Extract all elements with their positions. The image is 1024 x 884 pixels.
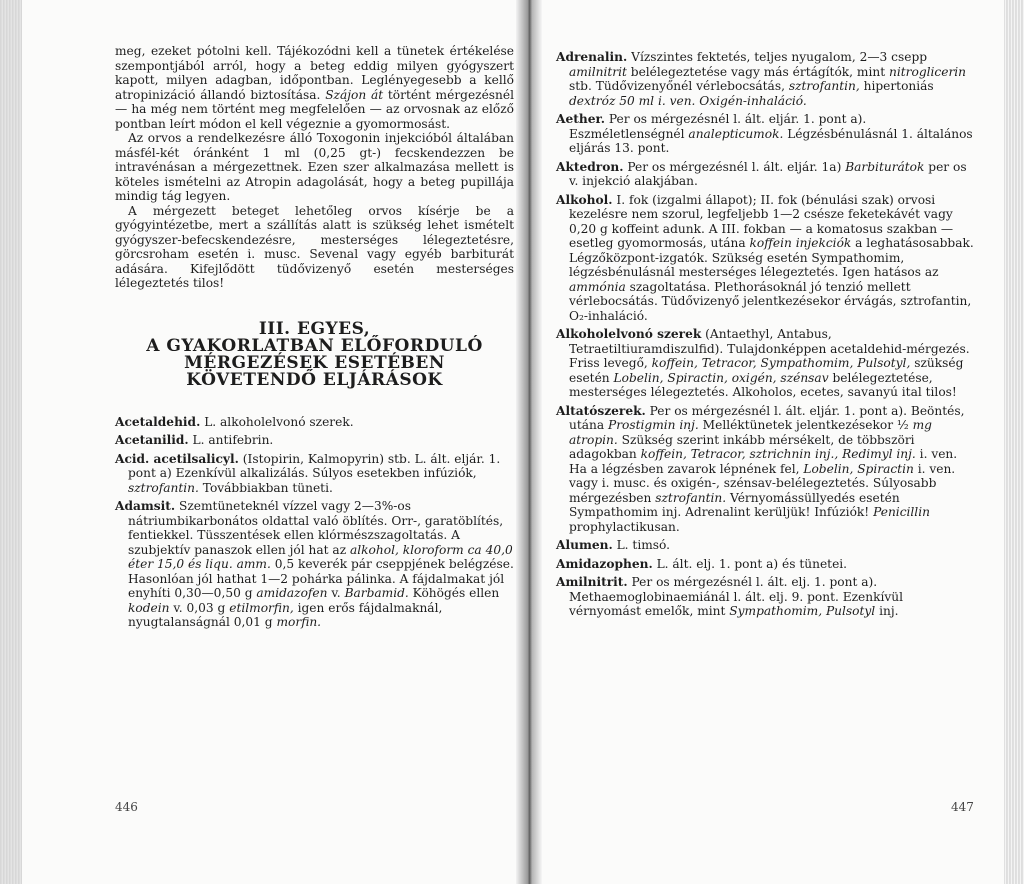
dictionary-entry: Alumen. L. timsó. [556,538,671,552]
dictionary-entry: Altatószerek. Per os mérgezésnél l. ált. eljár. 1. pont a). Beöntés, utána Prostigmin inj. Melléktünetek jelentkezésekor ½ mg atropin. Szükség szerint inkább mérsékelt, de többszöri adagokban koffein, Tetracor, sztrichnin inj., Redimyl inj. i. ven. Ha a légzésben zavarok lépnének fel, Lobelin, Spiractin i. ven. vagy i. musc. és oxigén-, szénsav-belélegeztetés. Súlyosabb mérgezésben sztrofantin. Vérnyomássüllyedés esetén Sympathomim inj. Adrenalint kerüljük! Infúziók! Penicillin prophylactikusan. [556,403,965,534]
dictionary-entry: Alkohol. I. fok (izgalmi állapot); II. fok (bénulási szak) orvosi kezelésre nem szorul, legfeljebb 1—2 csésze feketekávét vagy 0,20 g koffeint adunk. A III. fokban — a komatosus szakban — esetleg gyomormosás, utána koffein injekciók a leghatásosabbak. Légzőközpont-izgatók. Szükség esetén Sympathomim, légzésbénulásnál mesterséges lélegeztetés. Igen hatásos az ammónia szagoltatása. Plethorásoknál jó tenzió mellett vérlebocsátás. Tüdővizenyő jelentkezésekor érvágás, sztrofantin, O₂-inhaláció. [556,192,974,323]
dictionary-entry: Acetaldehid. L. alkoholelvonó szerek. [115,414,354,429]
right-page-edge [1004,0,1024,884]
page-number: 446 [115,800,138,814]
paragraph: Az orvos a rendelkezésre álló Toxogonin injekcióból általában másfél-két óránként 1 ml (0,25 gt-) fecskendezzen be intravénásan a mérgezettnek. Ezen szer alkalmazása mellett is köteles ismételni az Atropin adagolását, hogy a beteg pupillája mindig tág legyen. [115,131,514,203]
dictionary-entry: Aktedron. Per os mérgezésnél l. ált. eljár. 1a) Barbiturátok per os v. injekció alakjában. [556,159,967,188]
paragraph: meg, ezeket pótolni kell. Tájékozódni kell a tünetek értékelése szempontjából arról, hogy a beteg eddig milyen gyógyszert kapott, milyen adagban, időpontban. Leglényegesebb a kellő atropinizáció állandó biztosítása. Szájon át történt mérgezésnél — ha még nem történt meg megfelelően — az orvosnak az előző pontban leírt módon el kell végeznie a gyomormosást. [115,44,515,131]
left-page-edge [0,0,22,884]
dictionary-entry: Amilnitrit. Per os mérgezésnél l. ált. elj. 1. pont a). Methaemoglobinaemiánál l. ált. elj. 9. pont. Ezenkívül vérnyomást emelők, mint Sympathomim, Pulsotyl inj. [556,575,904,618]
paragraph: A mérgezett beteget lehetőleg orvos kísérje be a gyógyintézetbe, mert a szállítás alatt is szükség lehet ismételt gyógyszer-befecskendezésre, mesterséges lélegeztetésre, görcsroham esetén i. musc. Sevenal vagy egyéb barbiturát adására. Kifejlődött tüdővizenyő esetén mesterséges lélegeztetés tilos! [115,203,514,290]
right-page [556,50,978,623]
left-page [115,44,514,634]
dictionary-entry: Alkoholelvonó szerek (Antaethyl, Antabus, Tetraetiltiuramdiszulfid). Tulajdonképpen acetaldehid-mérgezés. Friss levegő, koffein, Tetracor, Sympathomim, Pulsotyl, szükség esetén Lobelin, Spiractin, oxigén, szénsav belélegeztetése, mesterséges lélegeztetés. Alkoholos, ecetes, savanyú ital tilos! [556,327,970,399]
dictionary-entry: Adrenalin. Vízszintes fektetés, teljes nyugalom, 2—3 csepp amilnitrit belélegeztetése vagy más értágítók, mint nitroglicerin stb. Tüdővizenyőnél vérlebocsátás, sztrofantin, hipertoniás dextróz 50 ml i. ven. Oxigén-inhaláció. [556,50,967,108]
book-spine-shadow [516,0,542,884]
page-number: 447 [951,800,974,814]
section-heading: III. EGYES, A GYAKORLATBAN ELŐFORDULÓ MÉRGEZÉSEK ESETÉBEN KÖVETENDŐ ELJÁRÁSOK [146,318,483,390]
dictionary-entry: Acetanilid. L. antifebrin. [115,433,274,447]
dictionary-entry: Acid. acetilsalicyl. (Istopirin, Kalmopyrin) stb. L. ált. eljár. 1. pont a) Ezenkívül alkalizálás. Súlyos esetekben infúziók, sztrofantin. Továbbiakban tüneti. [115,451,501,495]
dictionary-entry: Aether. Per os mérgezésnél l. ált. eljár. 1. pont a). Eszméletlenségnél analepticumok. Légzésbénulásnál 1. általános eljárás 13. pont. [556,112,973,155]
dictionary-entry: Adamsit. Szemtüneteknél vízzel vagy 2—3%-os nátriumbikarbonátos oldattal való öblítés. Orr-, garatöblítés, fentiekkel. Tüsszentések ellen klórmészszagoltatás. A szubjektív panaszok ellen jól hat az alkohol, kloroform ca 40,0 éter 15,0 és liqu. amm. 0,5 keverék pár cseppjének belégzése. Hasonlóan jól hathat 1—2 pohárka pálinka. A fájdalmakat jól enyhíti 0,30—0,50 g amidazofen v. Barbamid. Köhögés ellen kodein v. 0,03 g etilmorfin, igen erős fájdalmaknál, nyugtalanságnál 0,01 g morfin. [115,499,514,629]
dictionary-entry: Amidazophen. L. ált. elj. 1. pont a) és tünetei. [556,556,848,571]
